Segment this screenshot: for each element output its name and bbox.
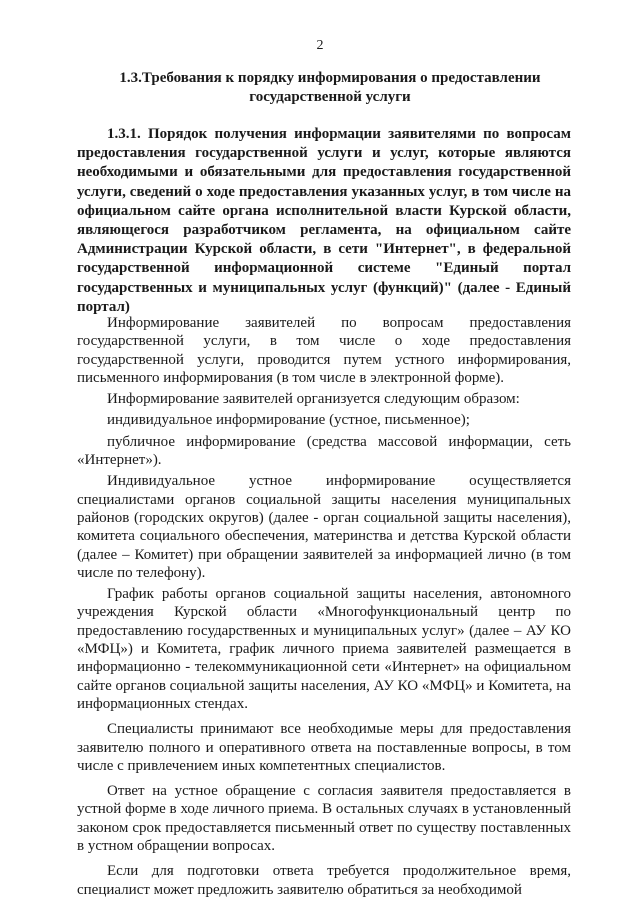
- subsection-heading: 1.3.1. Порядок получения информации заявителями по вопросам предоставления государственной услуги и услуг, которые являются необходимыми и обязательными для предоставления государственной услуги, сведений о ходе предоставления указанных услуг, в том числе на официальном сайте органа исполнительной власти Курской области, являющегося разработчиком регламента, на официальном сайте Администрации Курской области, в сети "Интернет", в федеральной государственной информационной системе "Единый портал государственных и муниципальных услуг (функций)" (далее - Единый портал): [77, 126, 571, 315]
- paragraph-informing-methods: Информирование заявителей по вопросам предоставления государственной услуги, в том числе о ходе предоставления государственной услуги, проводится путем устного информирования, письменного информирования (в том числе в электронной форме).: [77, 315, 571, 386]
- section-heading: 1.3.Требования к порядку информирования о предоставлении государственной услуги: [119, 70, 541, 105]
- page-number: 2: [316, 38, 324, 53]
- paragraph-public: публичное информирование (средства массовой информации, сеть «Интернет»).: [77, 433, 571, 469]
- paragraph-schedule: График работы органов социальной защиты населения, автономного учреждения Курской области «Многофункциональный центр по предоставлению государственных и муниципальных услуг» (далее – АУ КО «МФЦ») и Комитета, график личного приема заявителей размещается в информационно - телекоммуникационной сети «Интернет» на официальном сайте органов социальной защиты населения, АУ КО «МФЦ» и Комитета, на информационных стендах.: [77, 586, 571, 712]
- body-text: [77, 314, 571, 902]
- paragraph-specialists: Специалисты принимают все необходимые меры для предоставления заявителю полного и оперативного ответа на поставленные вопросы, в том числе с привлечением иных компетентных специалистов.: [77, 721, 571, 774]
- paragraph-individual: индивидуальное информирование (устное, письменное);: [107, 412, 470, 429]
- paragraph-long-preparation: Если для подготовки ответа требуется продолжительное время, специалист может предложить заявителю обратиться за необходимой: [77, 863, 571, 898]
- paragraph-individual-oral: Индивидуальное устное информирование осуществляется специалистами органов социальной защиты населения муниципальных районов (городских округов) (далее - орган социальной защиты населения), комитета социального обеспечения, материнства и детства Курской области (далее – Комитет) при обращении заявителей за информацией лично (в том числе по телефону).: [77, 473, 571, 581]
- paragraph-oral-answer: Ответ на устное обращение с согласия заявителя предоставляется в устной форме в ходе личного приема. В остальных случаях в установленный законом срок предоставляется письменный ответ по существу поставленных в устном обращении вопросах.: [77, 783, 571, 855]
- paragraph-organization: Информирование заявителей организуется следующим образом:: [107, 391, 520, 408]
